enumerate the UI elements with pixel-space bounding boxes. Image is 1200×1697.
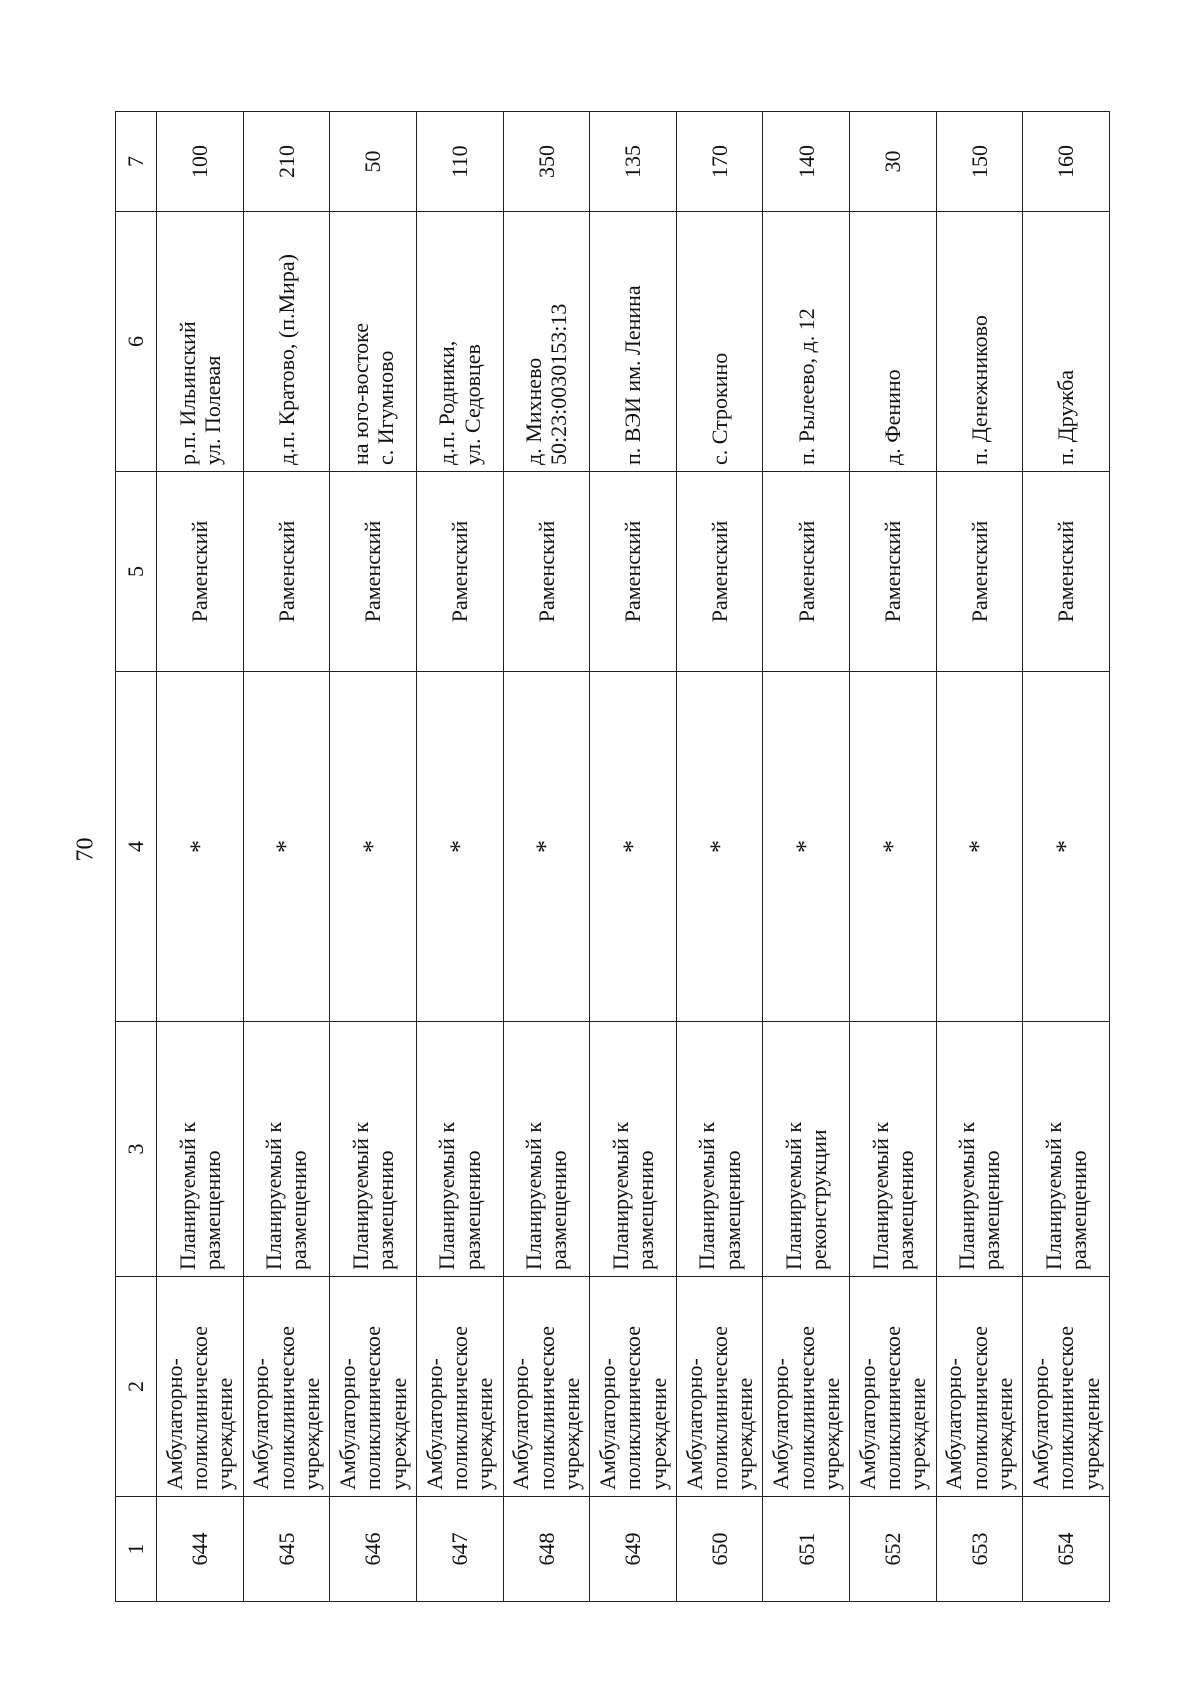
cell-capacity: 110 (416, 112, 503, 212)
cell-row-number: 649 (590, 1497, 677, 1602)
cell-object-type: Амбулаторно- поликлиническое учреждение (936, 1277, 1023, 1497)
cell-capacity: 135 (590, 112, 677, 212)
cell-object-type: Амбулаторно- поликлиническое учреждение (850, 1277, 937, 1497)
cell-object-type: Амбулаторно- поликлиническое учреждение (243, 1277, 330, 1497)
cell-status: Планируемый к размещению (157, 1022, 244, 1277)
header-col-5: 5 (116, 472, 157, 672)
cell-capacity: 30 (850, 112, 937, 212)
table-row (936, 112, 1023, 1602)
cell-location: п. Рылеево, д. 12 (763, 212, 850, 472)
cell-row-number: 648 (503, 1497, 590, 1602)
cell-status: Планируемый к размещению (676, 1022, 763, 1277)
cell-district: Раменский (503, 472, 590, 672)
cell-capacity: 140 (763, 112, 850, 212)
cell-district: Раменский (330, 472, 417, 672)
cell-district: Раменский (850, 472, 937, 672)
cell-object-type: Амбулаторно- поликлиническое учреждение (330, 1277, 417, 1497)
data-table (115, 111, 1110, 1602)
cell-capacity: 160 (1023, 112, 1110, 212)
cell-location: д.п. Кратово, (п.Мира) (243, 212, 330, 472)
cell-location: с. Строкино (676, 212, 763, 472)
cell-row-number: 654 (1023, 1497, 1110, 1602)
cell-district: Раменский (936, 472, 1023, 672)
cell-status: Планируемый к размещению (850, 1022, 937, 1277)
cell-row-number: 651 (763, 1497, 850, 1602)
cell-district: Раменский (243, 472, 330, 672)
cell-marker: * (590, 672, 677, 1022)
cell-marker: * (850, 672, 937, 1022)
cell-district: Раменский (590, 472, 677, 672)
cell-marker: * (1023, 672, 1110, 1022)
cell-status: Планируемый к реконструкции (763, 1022, 850, 1277)
cell-district: Раменский (763, 472, 850, 672)
cell-object-type: Амбулаторно- поликлиническое учреждение (590, 1277, 677, 1497)
cell-location: д. Михнево 50:23:0030153:13 (503, 212, 590, 472)
cell-status: Планируемый к размещению (330, 1022, 417, 1277)
header-col-2: 2 (116, 1277, 157, 1497)
cell-marker: * (763, 672, 850, 1022)
cell-district: Раменский (416, 472, 503, 672)
header-row (116, 112, 157, 1602)
table-row (590, 112, 677, 1602)
cell-object-type: Амбулаторно- поликлиническое учреждение (157, 1277, 244, 1497)
table-row (763, 112, 850, 1602)
table-row (157, 112, 244, 1602)
cell-object-type: Амбулаторно- поликлиническое учреждение (676, 1277, 763, 1497)
cell-marker: * (330, 672, 417, 1022)
cell-marker: * (936, 672, 1023, 1022)
table-row (416, 112, 503, 1602)
table-row (1023, 112, 1110, 1602)
cell-row-number: 646 (330, 1497, 417, 1602)
header-col-3: 3 (116, 1022, 157, 1277)
table-row (330, 112, 417, 1602)
header-col-1: 1 (116, 1497, 157, 1602)
cell-row-number: 652 (850, 1497, 937, 1602)
cell-marker: * (416, 672, 503, 1022)
cell-location: п. Дружба (1023, 212, 1110, 472)
cell-marker: * (503, 672, 590, 1022)
cell-row-number: 644 (157, 1497, 244, 1602)
cell-status: Планируемый к размещению (243, 1022, 330, 1277)
table-row (850, 112, 937, 1602)
table-row (503, 112, 590, 1602)
page-number: 70 (72, 837, 99, 862)
cell-capacity: 100 (157, 112, 244, 212)
cell-object-type: Амбулаторно- поликлиническое учреждение (416, 1277, 503, 1497)
cell-status: Планируемый к размещению (936, 1022, 1023, 1277)
cell-district: Раменский (1023, 472, 1110, 672)
cell-location: д. Фенино (850, 212, 937, 472)
table-rotator (115, 112, 1110, 1602)
table-row (676, 112, 763, 1602)
header-col-6: 6 (116, 212, 157, 472)
cell-location: на юго-востоке с. Игумново (330, 212, 417, 472)
cell-row-number: 653 (936, 1497, 1023, 1602)
cell-marker: * (243, 672, 330, 1022)
cell-district: Раменский (157, 472, 244, 672)
cell-row-number: 645 (243, 1497, 330, 1602)
cell-location: п. Денежниково (936, 212, 1023, 472)
cell-row-number: 647 (416, 1497, 503, 1602)
cell-capacity: 150 (936, 112, 1023, 212)
cell-object-type: Амбулаторно- поликлиническое учреждение (763, 1277, 850, 1497)
cell-status: Планируемый к размещению (1023, 1022, 1110, 1277)
cell-capacity: 170 (676, 112, 763, 212)
cell-location: п. ВЭИ им. Ленина (590, 212, 677, 472)
cell-object-type: Амбулаторно- поликлиническое учреждение (1023, 1277, 1110, 1497)
header-col-7: 7 (116, 112, 157, 212)
table-row (243, 112, 330, 1602)
cell-capacity: 210 (243, 112, 330, 212)
cell-row-number: 650 (676, 1497, 763, 1602)
cell-status: Планируемый к размещению (503, 1022, 590, 1277)
cell-status: Планируемый к размещению (590, 1022, 677, 1277)
cell-marker: * (157, 672, 244, 1022)
table-body (157, 112, 1110, 1602)
cell-status: Планируемый к размещению (416, 1022, 503, 1277)
cell-marker: * (676, 672, 763, 1022)
cell-district: Раменский (676, 472, 763, 672)
cell-capacity: 50 (330, 112, 417, 212)
header-col-4: 4 (116, 672, 157, 1022)
cell-object-type: Амбулаторно- поликлиническое учреждение (503, 1277, 590, 1497)
cell-capacity: 350 (503, 112, 590, 212)
cell-location: д.п. Родники, ул. Седовцев (416, 212, 503, 472)
cell-location: р.п. Ильинский ул. Полевая (157, 212, 244, 472)
